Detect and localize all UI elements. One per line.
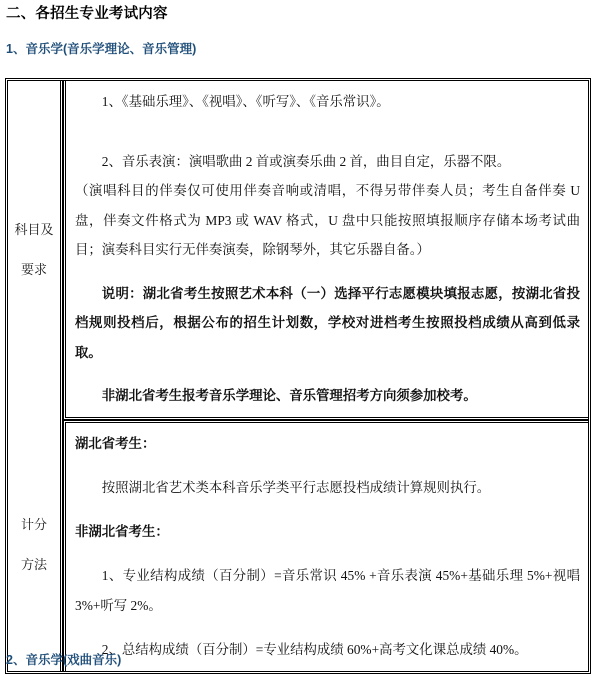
row-label-line-2: 要求 xyxy=(20,262,47,278)
subheading-non-hubei-candidates: 非湖北省考生： xyxy=(75,523,169,539)
row-label-scoring-method xyxy=(8,420,63,671)
row-body-subjects-and-requirements xyxy=(63,81,588,420)
paragraph-spacer xyxy=(75,117,580,147)
paragraph-spacer xyxy=(75,547,580,561)
paragraph-music-performance: 2、音乐表演：演唱歌曲 2 首或演奏乐曲 2 首，曲目自定，乐器不限。 xyxy=(101,153,511,169)
exam-content-table xyxy=(5,78,591,674)
row-label-subjects-and-requirements xyxy=(8,81,63,420)
paragraph-subject-list: 1、《基础乐理》、《视唱》、《听写》、《音乐常识》。 xyxy=(101,94,390,109)
row-label-line-1: 计分 xyxy=(20,517,47,532)
paragraph-non-hubei-exam-note: 非湖北省考生报考音乐学理论、音乐管理招考方向须参加校考。 xyxy=(101,388,477,403)
subsection-heading-opera-music: 2、音乐学(戏曲音乐) xyxy=(6,653,122,667)
paragraph-accompaniment-rules: （演唱科目的伴奏仅可使用伴奏音响或清唱，不得另带伴奏人员；考生自备伴奏 U 盘，伴奏文件格式为 MP3 或 WAV 格式，U 盘中只能按照填报顺序存储本场考试曲目；演奏科目实行无伴奏演奏，除钢琴外，其它乐器自备。） xyxy=(75,183,580,257)
subheading-hubei-candidates: 湖北省考生： xyxy=(75,435,156,451)
row-body-scoring-method xyxy=(63,420,588,671)
paragraph-spacer xyxy=(75,621,580,635)
paragraph-admission-note: 说明：湖北省考生按照艺术本科（一）选择平行志愿模块填报志愿，按湖北省投档规则投档后，根据公布的招生计划数，学校对进档考生按照投档成绩从高到低录取。 xyxy=(75,285,580,360)
paragraph-spacer xyxy=(75,265,580,279)
paragraph-total-score-formula: 2、总结构成绩（百分制）=专业结构成绩 60%+高考文化课总成绩 40%。 xyxy=(101,641,528,657)
paragraph-spacer xyxy=(75,367,580,381)
subsection-heading-music-theory: 1、音乐学(音乐学理论、音乐管理) xyxy=(6,42,197,56)
row-label-line-1: 科目及 xyxy=(14,222,54,238)
paragraph-spacer xyxy=(75,459,580,473)
paragraph-spacer xyxy=(75,503,580,517)
paragraph-hubei-rule: 按照湖北省艺术类本科音乐学类平行志愿投档成绩计算规则执行。 xyxy=(101,479,491,495)
page-title: 二、各招生专业考试内容 xyxy=(6,6,168,22)
table-row-scoring-method xyxy=(8,420,588,671)
paragraph-major-score-formula: 1、专业结构成绩（百分制）=音乐常识 45% +音乐表演 45%+基础乐理 5%+视唱 3%+听写 2%。 xyxy=(75,567,580,613)
table-row-subjects-and-requirements xyxy=(8,81,588,420)
row-label-line-2: 方法 xyxy=(20,557,47,572)
